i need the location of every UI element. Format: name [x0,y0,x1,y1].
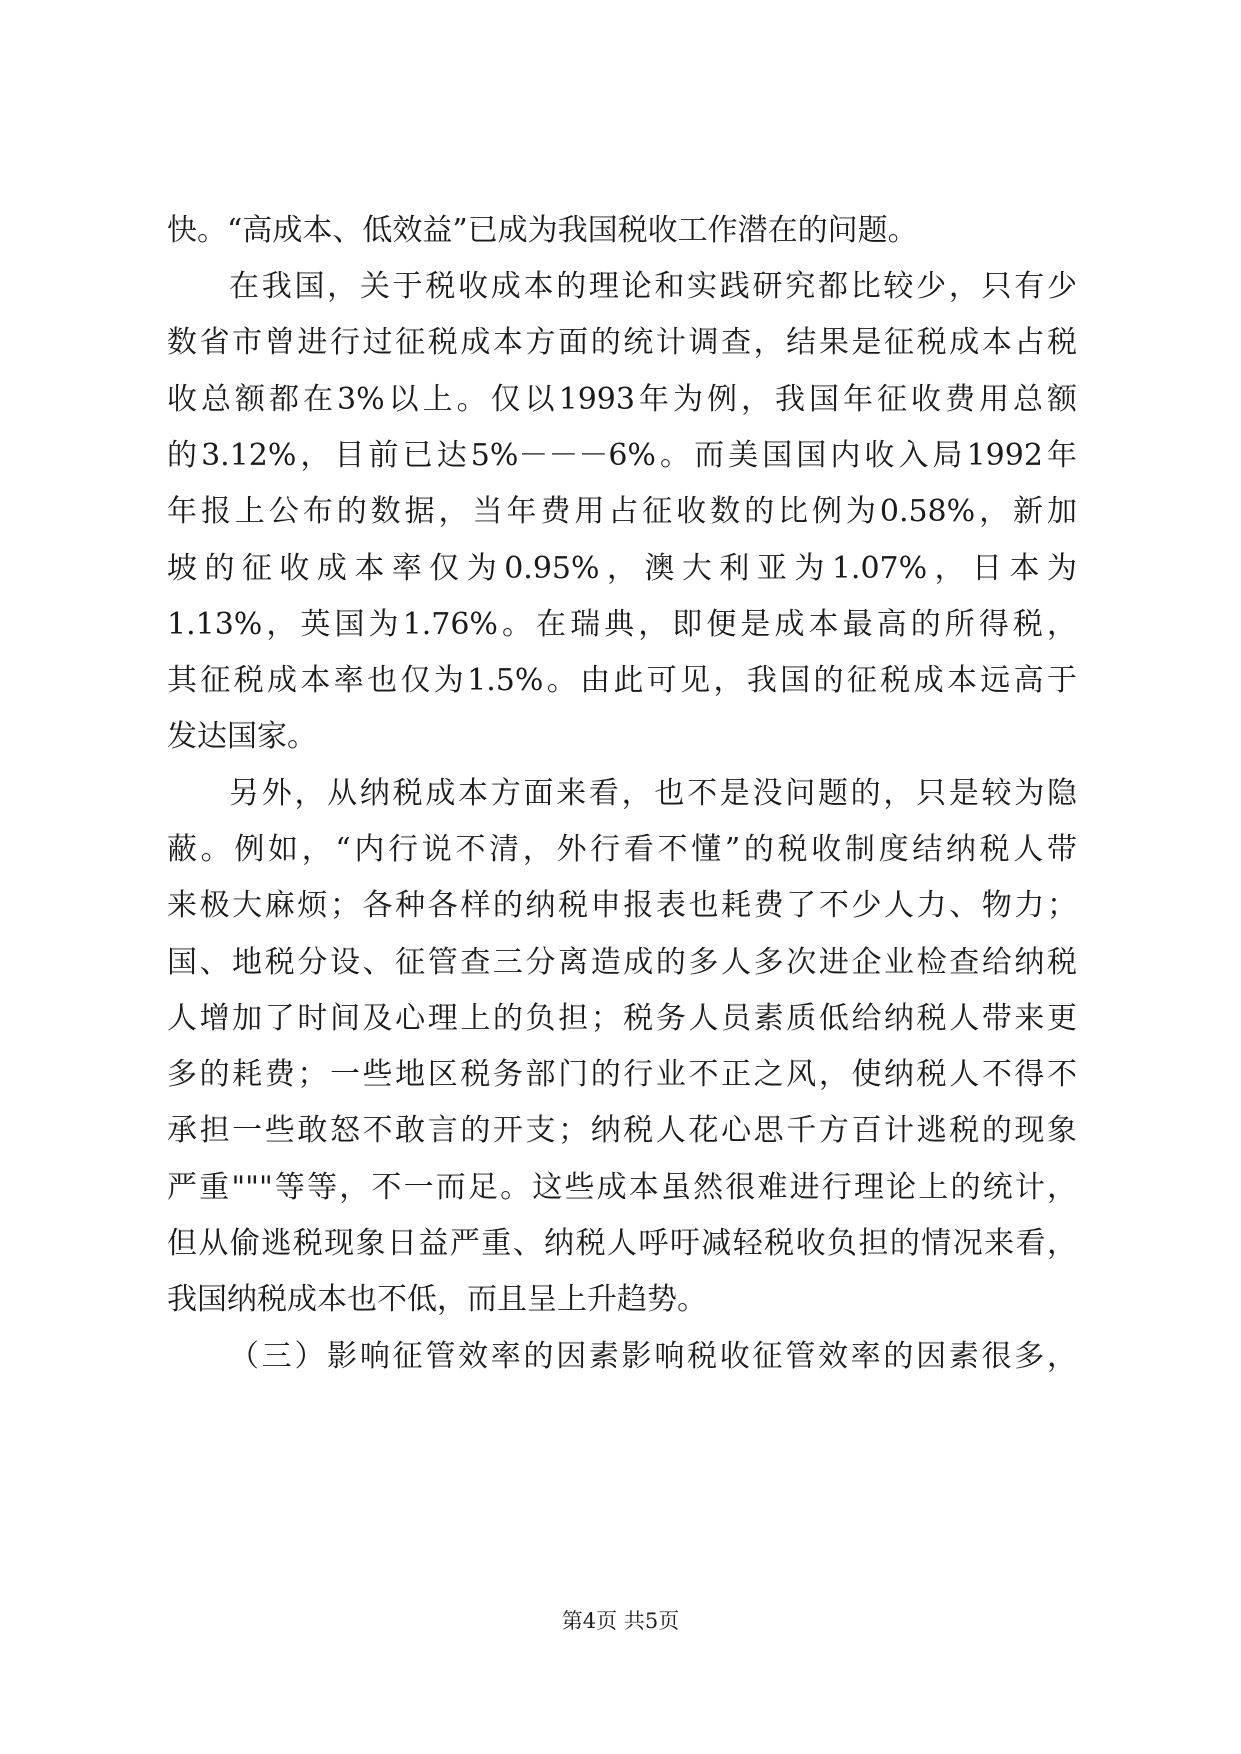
text-line: 多的耗费；一些地区税务部门的行业不正之风，使纳税人不得不 [167,1057,1077,1092]
text-line: 但从偷逃税现象日益严重、纳税人呼吁减轻税收负担的情况来看， [167,1226,1077,1261]
text-line: 来极大麻烦；各种各样的纳税申报表也耗费了不少人力、物力； [167,888,1077,923]
text-line: 年报上公布的数据，当年费用占征收数的比例为0.58%，新加 [167,494,1077,529]
text-line: 另外，从纳税成本方面来看，也不是没问题的，只是较为隐 [229,776,1077,811]
text-line: 坡的征收成本率仅为0.95%，澳大利亚为1.07%，日本为 [167,551,1077,586]
text-line: 严重"""等等，不一而足。这些成本虽然很难进行理论上的统计， [167,1170,1077,1205]
text-line: 国、地税分设、征管查三分离造成的多人多次进企业检查给纳税 [167,945,1077,980]
text-line: （三）影响征管效率的因素影响税收征管效率的因素很多， [229,1339,1077,1374]
text-line: 快。“高成本、低效益”已成为我国税收工作潜在的问题。 [167,213,918,248]
text-line: 承担一些敢怒不敢言的开支；纳税人花心思千方百计逃税的现象 [167,1113,1077,1148]
text-line: 其征税成本率也仅为1.5%。由此可见，我国的征税成本远高于 [167,663,1077,698]
text-line: 1.13%，英国为1.76%。在瑞典，即便是成本最高的所得税， [167,607,1077,642]
text-line: 蔽。例如，“内行说不清，外行看不懂”的税收制度结纳税人带 [167,832,1077,867]
text-line: 发达国家。 [167,719,317,754]
text-line: 人增加了时间及心理上的负担；税务人员素质低给纳税人带来更 [167,1001,1077,1036]
page-footer: 第4页 共5页 [561,1609,680,1633]
text-line: 收总额都在3%以上。仅以1993年为例，我国年征收费用总额 [167,382,1077,417]
text-line: 数省市曾进行过征税成本方面的统计调查，结果是征税成本占税 [167,325,1077,360]
text-line: 的3.12%，目前已达5%－－－6%。而美国国内收入局1992年 [167,438,1077,473]
text-line: 我国纳税成本也不低，而且呈上升趋势。 [167,1282,707,1317]
text-line: 在我国，关于税收成本的理论和实践研究都比较少，只有少 [229,269,1077,304]
